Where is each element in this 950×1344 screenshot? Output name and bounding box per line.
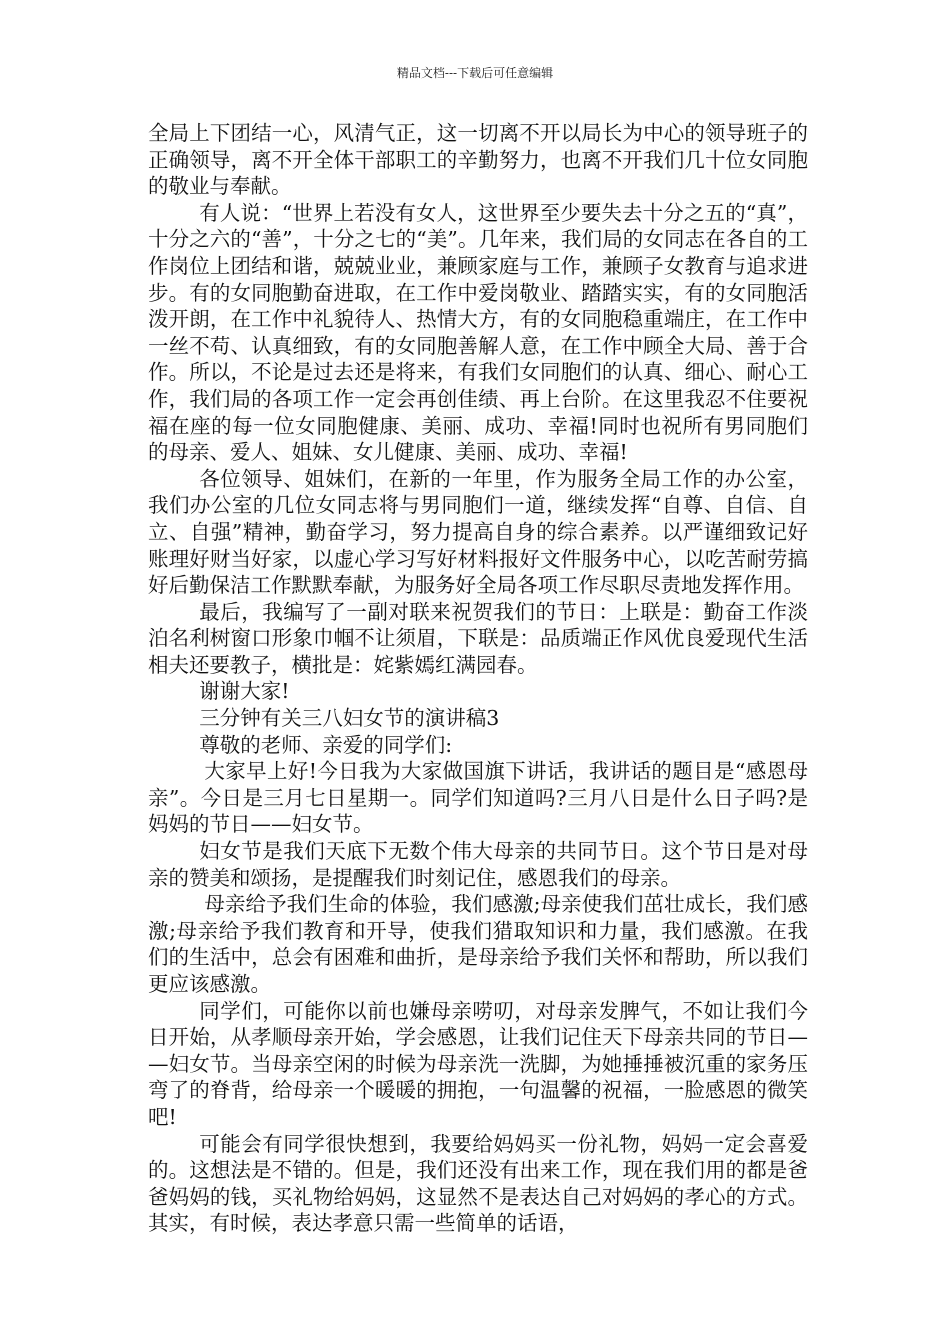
paragraph-office-work: 各位领导、姐妹们，在新的一年里，作为服务全局工作的办公室，我们办公室的几位女同志将与男同胞们一道，继续发挥“自尊、自信、自立、自强”精神，勤奋学习，努力提高自身的综合素养。以严谨细致记好账理好财当好家，以虚心学习写好材料报好文件服务中心，以吃苦耐劳搞好后勤保洁工作默默奉献，为服务好全局各项工作尽职尽责地发挥作用。 xyxy=(148,466,808,598)
paragraph-gift: 可能会有同学很快想到，我要给妈妈买一份礼物，妈妈一定会喜爱的。这想法是不错的。但是，我们还没有出来工作，现在我们用的都是爸爸妈妈的钱，买礼物给妈妈，这显然不是表达自己对妈妈的孝心的方式。其实，有时候，表达孝意只需一些简单的话语， xyxy=(148,1131,808,1236)
salutation: 尊敬的老师、亲爱的同学们: xyxy=(199,732,453,757)
paragraph-classmates: 同学们，可能你以前也嫌母亲唠叨，对母亲发脾气，不如让我们今日开始，从孝顺母亲开始，学会感恩，让我们记住天下母亲共同的节日——妇女节。当母亲空闲的时候为母亲洗一洗脚，为她捶捶被沉重的家务压弯了的脊背，给母亲一个暖暖的拥抱，一句温馨的祝福，一脸感恩的微笑吧! xyxy=(148,998,808,1129)
paragraph-couplet: 最后，我编写了一副对联来祝贺我们的节日：上联是：勤奋工作淡泊名利树窗口形象巾帼不让须眉，下联是：品质端正作风优良爱现代生活相夫还要教子，横批是：姹紫嫣红满园春。 xyxy=(148,599,808,677)
paragraph-thanks: 谢谢大家! xyxy=(199,679,290,704)
page-header: 精品文档---下载后可任意编辑 xyxy=(396,66,554,80)
paragraph-greeting: 大家早上好!今日我为大家做国旗下讲话，我讲话的题目是“感恩母亲”。今日是三月七日星期一。同学们知道吗?三月八日是什么日子吗?是妈妈的节日——妇女节。 xyxy=(148,759,808,837)
paragraph-gratitude: 母亲给予我们生命的体验，我们感激;母亲使我们茁壮成长，我们感激;母亲给予我们教育和开导，使我们猎取知识和力量，我们感激。在我们的生活中，总会有困难和曲折，是母亲给予我们关怀和帮助，所以我们更应该感激。 xyxy=(148,892,808,996)
paragraph-women-contribution: 有人说：“世界上若没有女人，这世界至少要失去十分之五的“真”，十分之六的“善”，十分之七的“美”。几年来，我们局的女同志在各自的工作岗位上团结和谐，兢兢业业，兼顾家庭与工作，兼顾子女教育与追求进步。有的女同胞勤奋进取，在工作中爱岗敬业、踏踏实实，有的女同胞活泼开朗，在工作中礼貌待人、热情大方，有的女同胞稳重端庄，在工作中一丝不苟、认真细致，有的女同胞善解人意，在工作中顾全大局、善于合作。所以，不论是过去还是将来，有我们女同胞们的认真、细心、耐心工作，我们局的各项工作一定会再创佳绩、再上台阶。在这里我忍不住要祝福在座的每一位女同胞健康、美丽、成功、幸福!同时也祝所有男同胞们的母亲、爱人、姐妹、女儿健康、美丽、成功、幸福! xyxy=(148,200,808,465)
section-title: 三分钟有关三八妇女节的演讲稿3 xyxy=(199,706,500,731)
paragraph-continued: 全局上下团结一心，风清气正，这一切离不开以局长为中心的领导班子的正确领导，离不开全体干部职工的辛勤努力，也离不开我们几十位女同胞的敬业与奉献。 xyxy=(148,121,808,199)
paragraph-womens-day: 妇女节是我们天底下无数个伟大母亲的共同节日。这个节日是对母亲的赞美和颂扬，是提醒我们时刻记住，感恩我们的母亲。 xyxy=(148,839,808,890)
document-body xyxy=(148,120,808,1237)
